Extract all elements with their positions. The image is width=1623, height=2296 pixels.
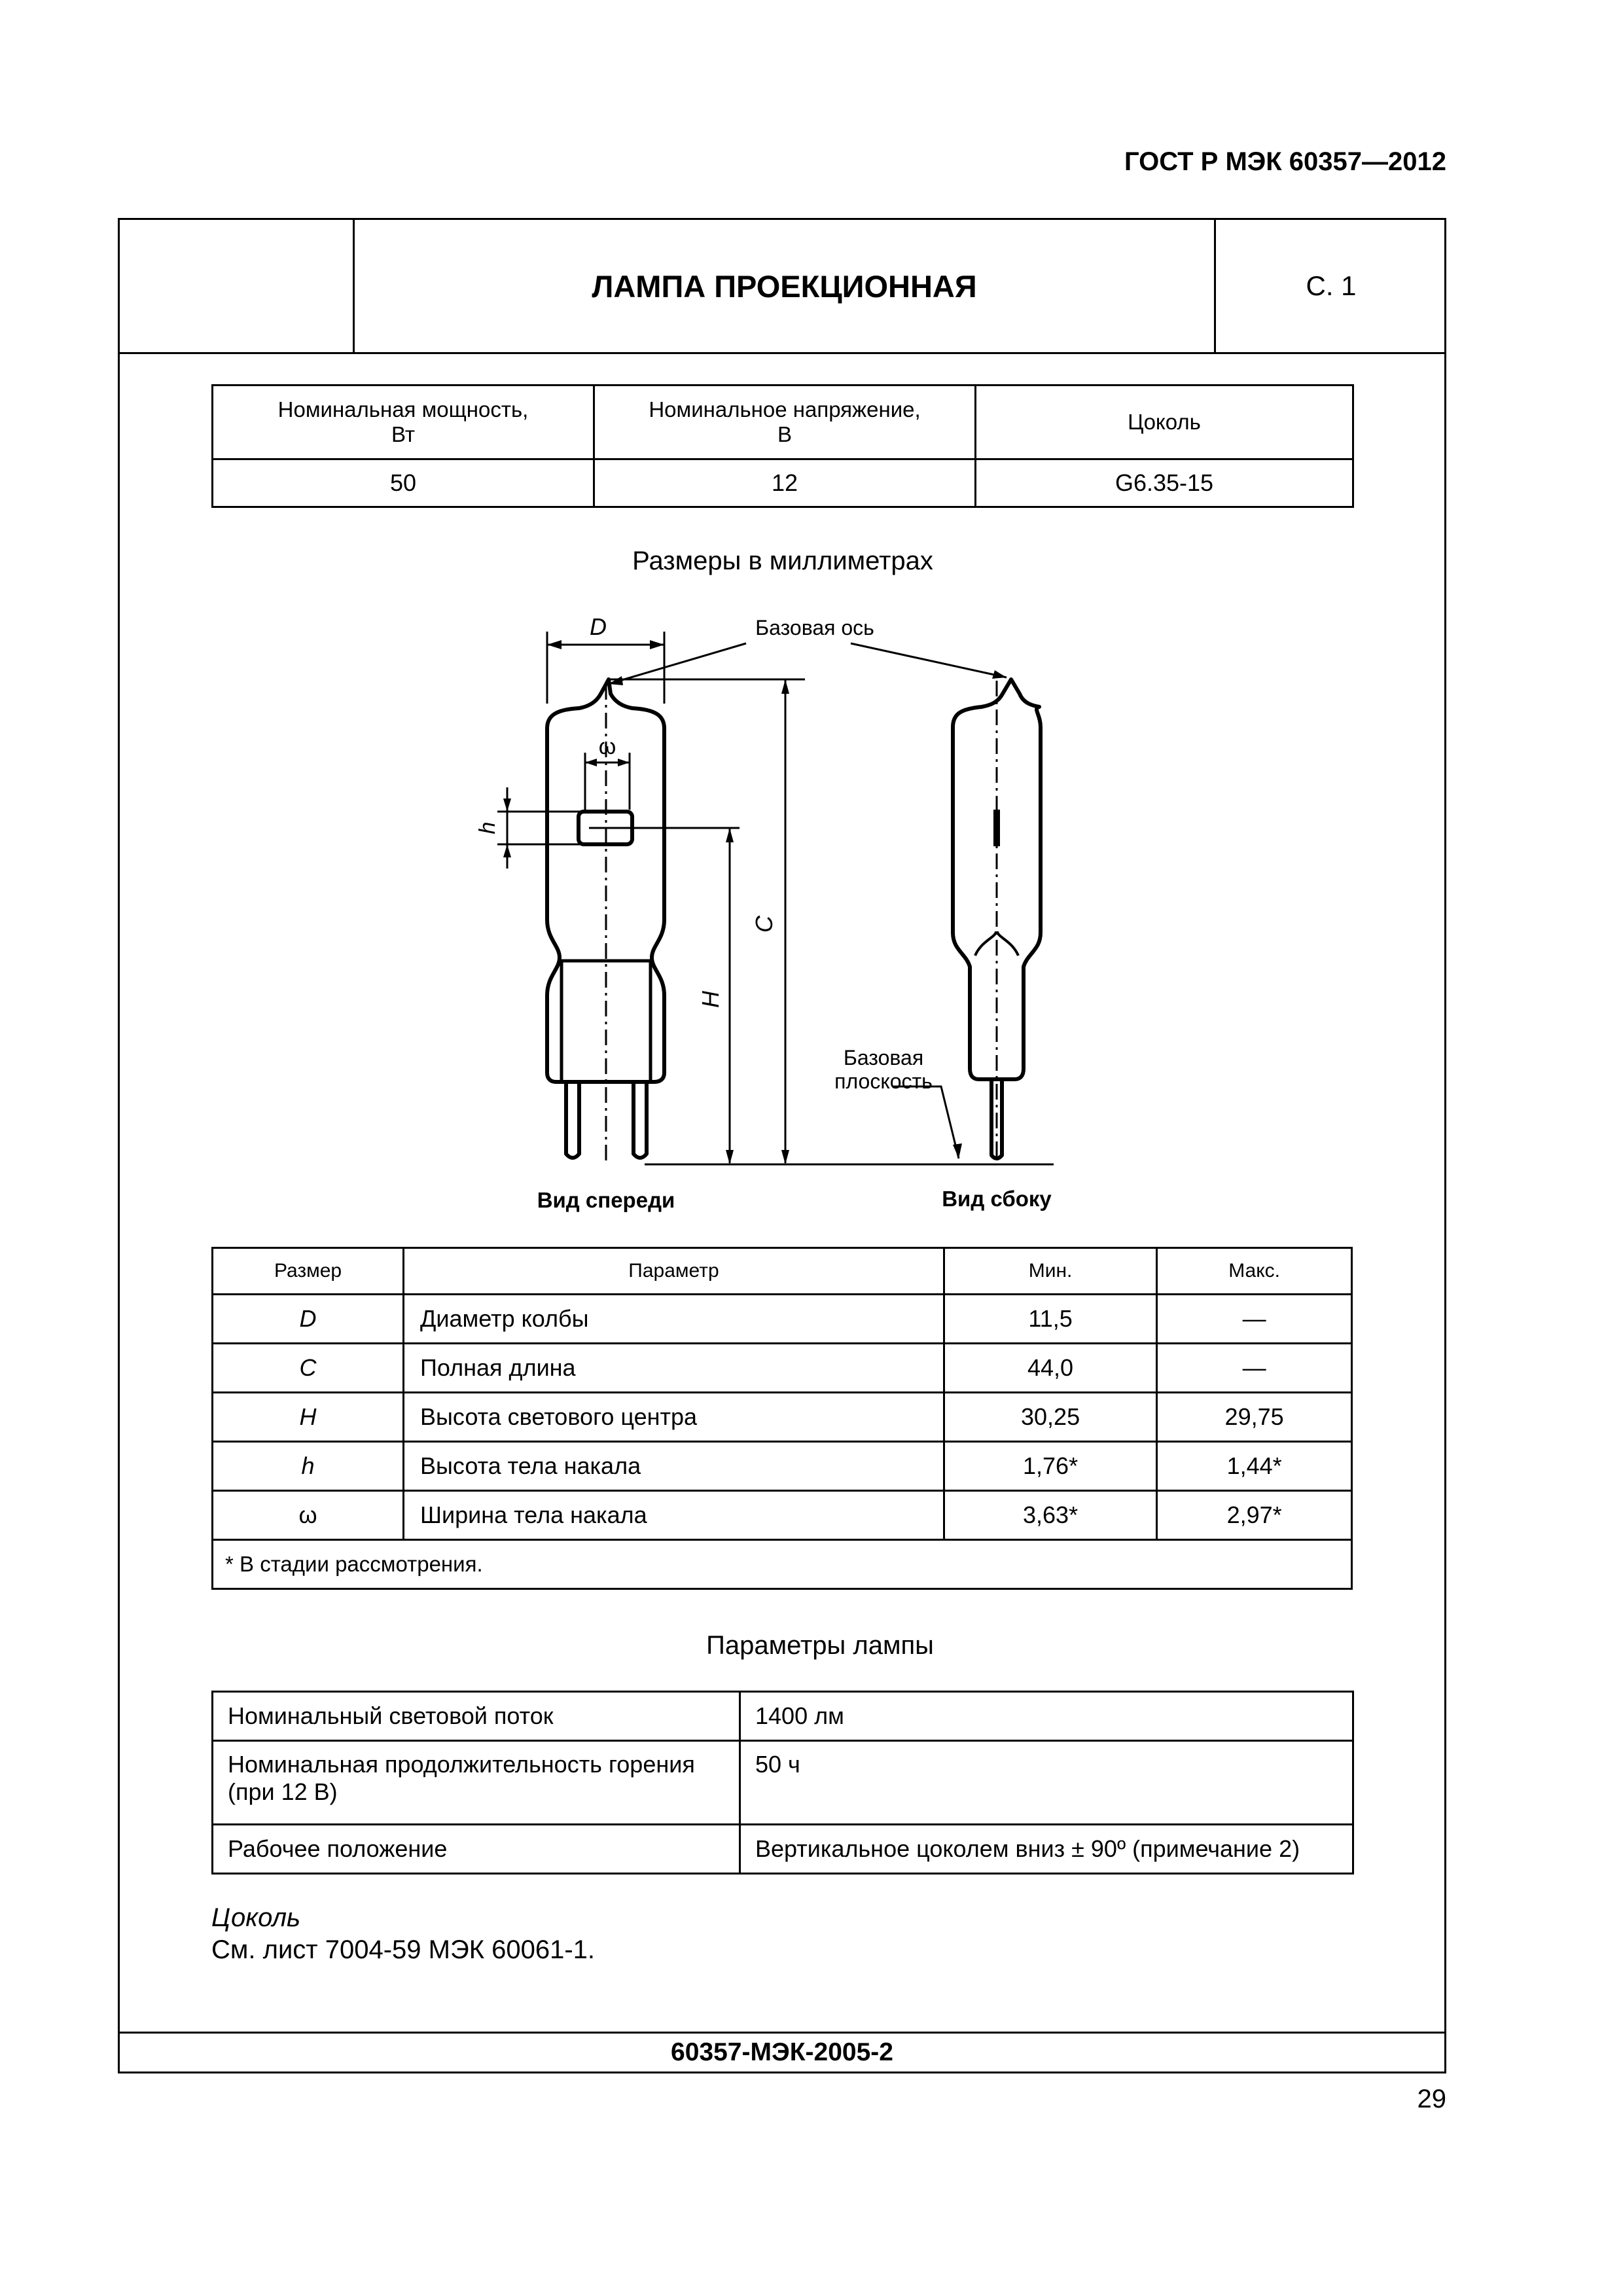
dim-max: 29,75 xyxy=(1157,1393,1352,1442)
voltage-header xyxy=(594,386,976,459)
ratings-value-row xyxy=(213,459,1353,507)
ratings-table xyxy=(211,384,1354,508)
dim-max: 1,44* xyxy=(1157,1442,1352,1491)
dims-header-max: Макс. xyxy=(1157,1248,1352,1295)
table-row xyxy=(213,1692,1353,1741)
dims-header-row xyxy=(213,1248,1352,1295)
dim-symbol: D xyxy=(213,1295,404,1344)
power-header-unit: Вт xyxy=(391,422,416,446)
base-axis-leader-left xyxy=(609,643,746,684)
sheet-code: 60357-МЭК-2005-2 xyxy=(120,2032,1444,2072)
dim-min: 44,0 xyxy=(944,1344,1156,1393)
dim-symbol: ω xyxy=(213,1491,404,1540)
dims-header-param: Параметр xyxy=(404,1248,944,1295)
page-number: 29 xyxy=(1417,2085,1446,2113)
lamp-drawing xyxy=(458,605,1113,1234)
ratings-header-row xyxy=(213,386,1353,459)
param-value: 50 ч xyxy=(740,1741,1353,1825)
dim-param: Высота светового центра xyxy=(404,1393,944,1442)
dim-param: Диаметр колбы xyxy=(404,1295,944,1344)
param-name: Рабочее положение xyxy=(213,1825,740,1874)
table-row xyxy=(213,1393,1352,1442)
param-name: Номинальная продолжительность горения (при 12 В) xyxy=(213,1741,740,1825)
dim-min: 30,25 xyxy=(944,1393,1156,1442)
label-c: C xyxy=(751,916,777,933)
dim-symbol: C xyxy=(213,1344,404,1393)
dims-header-size: Размер xyxy=(213,1248,404,1295)
power-header-line1: Номинальная мощность, xyxy=(277,397,529,422)
base-plane-leader xyxy=(893,1086,959,1158)
dims-note: * В стадии рассмотрения. xyxy=(213,1540,1352,1589)
dim-param: Ширина тела накала xyxy=(404,1491,944,1540)
param-value: 1400 лм xyxy=(740,1692,1353,1741)
dim-symbol: H xyxy=(213,1393,404,1442)
sheet-number: С. 1 xyxy=(1214,220,1446,352)
side-inner-line-2 xyxy=(997,931,1018,956)
dimensions-caption: Размеры в миллиметрах xyxy=(632,547,933,575)
dimensions-table xyxy=(211,1247,1353,1590)
dims-header-min: Мин. xyxy=(944,1248,1156,1295)
label-front-view: Вид спереди xyxy=(537,1188,675,1212)
voltage-value: 12 xyxy=(594,459,976,507)
base-reference: См. лист 7004-59 МЭК 60061-1. xyxy=(211,1935,596,1964)
table-row xyxy=(213,1442,1352,1491)
base-heading: Цоколь xyxy=(211,1903,301,1932)
table-row xyxy=(213,1295,1352,1344)
table-row xyxy=(213,1741,1353,1825)
label-base-plane-2: плоскость xyxy=(834,1069,933,1093)
label-side-view: Вид сбоку xyxy=(942,1187,1052,1211)
label-omega: ω xyxy=(598,734,616,759)
table-row xyxy=(213,1344,1352,1393)
base-axis-leader-right xyxy=(851,643,1007,677)
voltage-header-unit: В xyxy=(777,422,792,446)
power-value: 50 xyxy=(213,459,594,507)
dim-min: 11,5 xyxy=(944,1295,1156,1344)
param-value: Вертикальное цоколем вниз ± 90º (примечание 2) xyxy=(740,1825,1353,1874)
side-inner-line xyxy=(975,931,996,956)
sheet-title: ЛАМПА ПРОЕКЦИОННАЯ xyxy=(592,268,977,304)
dim-max: — xyxy=(1157,1344,1352,1393)
dim-param: Высота тела накала xyxy=(404,1442,944,1491)
table-row xyxy=(213,1491,1352,1540)
base-header: Цоколь xyxy=(976,386,1353,459)
param-name: Номинальный световой поток xyxy=(213,1692,740,1741)
front-pin-right xyxy=(633,1082,647,1158)
label-h: H xyxy=(697,991,724,1008)
label-d: D xyxy=(590,613,607,640)
dim-max: — xyxy=(1157,1295,1352,1344)
front-pin-left xyxy=(566,1082,579,1158)
title-block xyxy=(120,220,1444,354)
power-header xyxy=(213,386,594,459)
label-base-axis: Базовая ось xyxy=(755,616,874,639)
base-value: G6.35-15 xyxy=(976,459,1353,507)
title-block-empty-cell xyxy=(120,220,355,352)
lamp-params-table xyxy=(211,1691,1354,1874)
dim-min: 1,76* xyxy=(944,1442,1156,1491)
table-row xyxy=(213,1825,1353,1874)
dim-param: Полная длина xyxy=(404,1344,944,1393)
voltage-header-line1: Номинальное напряжение, xyxy=(649,397,921,422)
standard-designation: ГОСТ Р МЭК 60357—2012 xyxy=(1124,147,1446,176)
dims-note-row xyxy=(213,1540,1352,1589)
label-h-small: h xyxy=(475,821,500,834)
lamp-params-caption: Параметры лампы xyxy=(706,1631,934,1660)
dim-min: 3,63* xyxy=(944,1491,1156,1540)
dim-symbol: h xyxy=(213,1442,404,1491)
dim-max: 2,97* xyxy=(1157,1491,1352,1540)
label-base-plane-1: Базовая xyxy=(843,1046,924,1069)
